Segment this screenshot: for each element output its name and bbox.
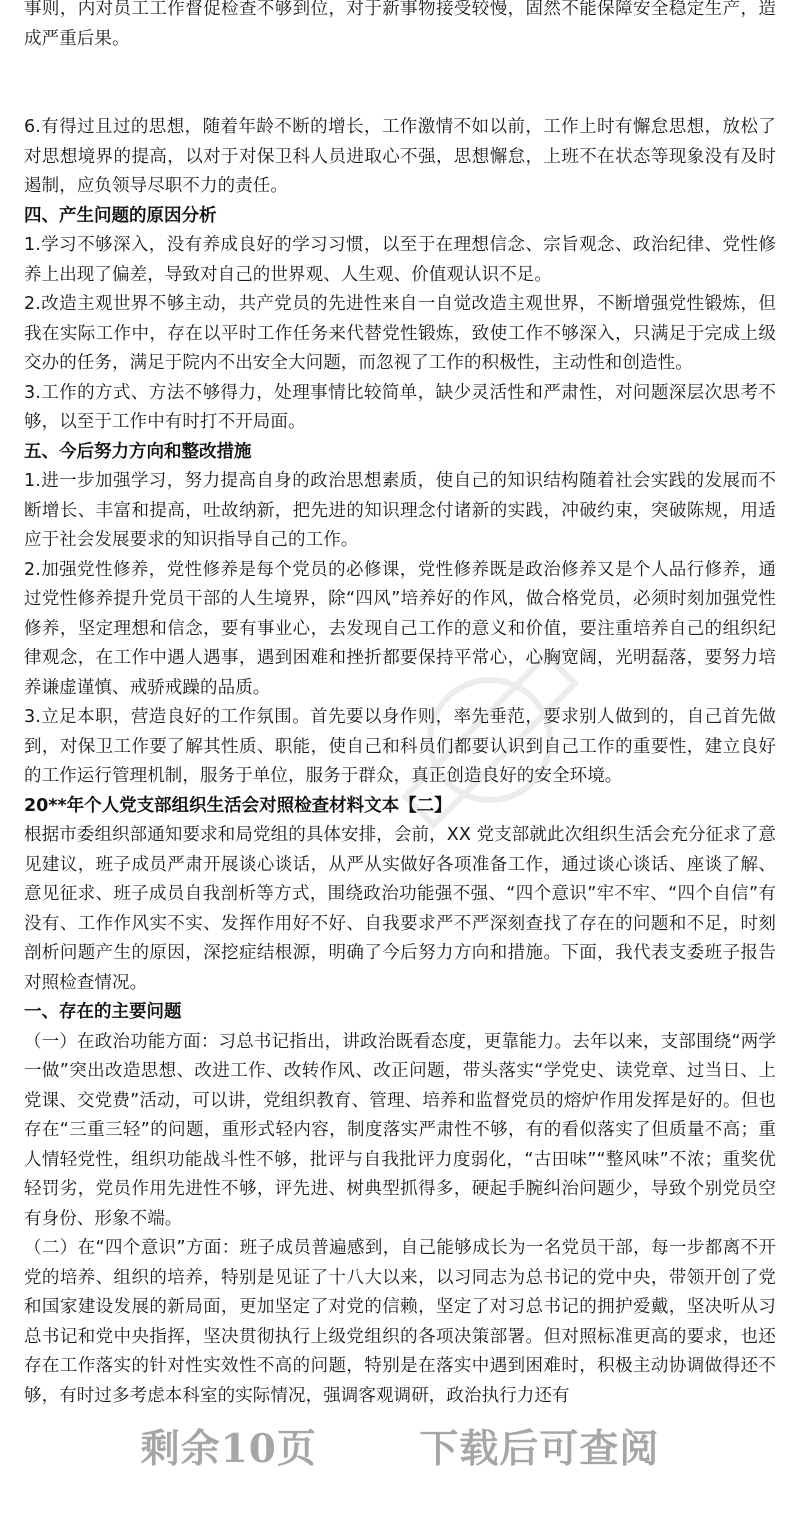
section-heading-causes: 四、产生问题的原因分析 [24, 205, 217, 226]
paragraph-cause-2: 2.改造主观世界不够主动，共产党员的先进性来自一自觉改造主观世界，不断增强党性锻炼，但我在实际工作中，存在以平时工作任务来代替党性锻炼，致使工作不够深入，只满足于完成上级交办的任务，满足于院内不出安全大问题，而忽视了工作的积极性，主动性和创造性。 [24, 294, 776, 373]
paragraph-cause-1: 1.学习不够深入，没有养成良好的学习习惯，以至于在理想信念、宗旨观念、政治纪律、党性修养上出现了偏差，导致对自己的世界观、人生观、价值观认识不足。 [24, 235, 776, 285]
paragraph-problem-6: 6.有得过且过的思想，随着年龄不断的增长，工作激情不如以前，工作上时有懈怠思想，放松了对思想境界的提高，以对于对保卫科人员进取心不强，思想懈怠，上班不在状态等现象没有及时遏制，应负领导尽职不力的责任。 [24, 117, 776, 196]
paragraph-measure-1: 1.进一步加强学习，努力提高自身的政治思想素质，使自己的知识结构随着社会实践的发展而不断增长、丰富和提高，吐故纳新，把先进的知识理念付诸新的实践，冲破约束，突破陈规，用适应于社会发展要求的知识指导自己的工作。 [24, 471, 776, 550]
paragraph-intro-tail: 事则，内对员工工作督促检查不够到位，对于新事物接受较慢，固然不能保障安全稳定生产，造成严重后果。 [24, 0, 776, 49]
document-body [24, 0, 776, 1411]
remaining-pages-label: 剩余10页 [140, 1426, 317, 1472]
document-2-title: 20**年个人党支部组织生活会对照检查材料文本【二】 [24, 795, 452, 816]
paragraph-doc2-intro: 根据市委组织部通知要求和局党组的具体安排，会前，XX 党支部就此次组织生活会充分征求了意见建议，班子成员严肃开展谈心谈话，从严从实做好各项准备工作，通过谈心谈话、座谈了解、意见征求、班子成员自我剖析等方式，围绕政治功能强不强、“四个意识”牢不牢、“四个自信”有没有、工作作风实不实、发挥作用好不好、自我要求严不严深刻查找了存在的问题和不足，时刻剖析问题产生的原因，深挖症结根源，明确了今后努力方向和措施。下面，我代表支委班子报告对照检查情况。 [24, 825, 776, 993]
download-prompt[interactable] [0, 1418, 800, 1474]
paragraph-political-function: （一）在政治功能方面：习总书记指出，讲政治既看态度，更靠能力。去年以来，支部围绕“两学一做”突出改造思想、改进工作、改转作风、改正问题，带头落实“学党史、读党章、过当日、上党课、交党费”活动，可以讲，党组织教育、管理、培养和监督党员的熔炉作用发挥是好的。但也存在“三重三轻”的问题，重形式轻内容，制度落实严肃性不够，有的看似落实了但质量不高；重人情轻党性，组织功能战斗性不够，批评与自我批评力度弱化，“古田味”“整风味”不浓；重奖优轻罚劣，党员作用先进性不够，评先进、树典型抓得多，硬起手腕纠治问题少，导致个别党员空有身份、形象不端。 [24, 1031, 776, 1229]
section-heading-main-problems: 一、存在的主要问题 [24, 1002, 182, 1022]
download-hint-label[interactable]: 下载后可查阅 [419, 1426, 660, 1472]
paragraph-gap [24, 54, 776, 113]
paragraph-cause-3: 3.工作的方式、方法不够得力，处理事情比较简单，缺少灵活性和严肃性，对问题深层次思考不够，以至于工作中有时打不开局面。 [24, 382, 776, 432]
paragraph-measure-2: 2.加强党性修养，党性修养是每个党员的必修课，党性修养既是政治修养又是个人品行修养，通过党性修养提升党员干部的人生境界，除“四风”培养好的作风，做合格党员，必须时刻加强党性修养，坚定理想和信念，要有事业心，去发现自己工作的意义和价值，要注重培养自己的组织纪律观念，在工作中遇人遇事，遇到困难和挫折都要保持平常心，心胸宽阔，光明磊落，要努力培养谦虚谨慎、戒骄戒躁的品质。 [24, 559, 776, 698]
section-heading-measures: 五、今后努力方向和整改措施 [24, 441, 252, 462]
paragraph-four-consciousness: （二）在“四个意识”方面：班子成员普遍感到，自己能够成长为一名党员干部，每一步都离不开党的培养、组织的培养，特别是见证了十八大以来，以习同志为总书记的党中央，带领开创了党和国家建设发展的新局面，更加坚定了对党的信赖，坚定了对习总书记的拥护爱戴，坚决听从习总书记和党中央指挥，坚决贯彻执行上级党组织的各项决策部署。但对照标准更高的要求，也还存在工作落实的针对性实效性不高的问题，特别是在落实中遇到困难时，积极主动协调做得还不够，有时过多考虑本科室的实际情况，强调客观调研，政治执行力还有 [24, 1238, 776, 1406]
paragraph-measure-3: 3.立足本职，营造良好的工作氛围。首先要以身作则，率先垂范，要求别人做到的，自己首先做到，对保卫工作要了解其性质、职能，使自己和科员们都要认识到自己工作的重要性，建立良好的工作运行管理机制，服务于单位，服务于群众，真正创造良好的安全环境。 [24, 707, 776, 786]
